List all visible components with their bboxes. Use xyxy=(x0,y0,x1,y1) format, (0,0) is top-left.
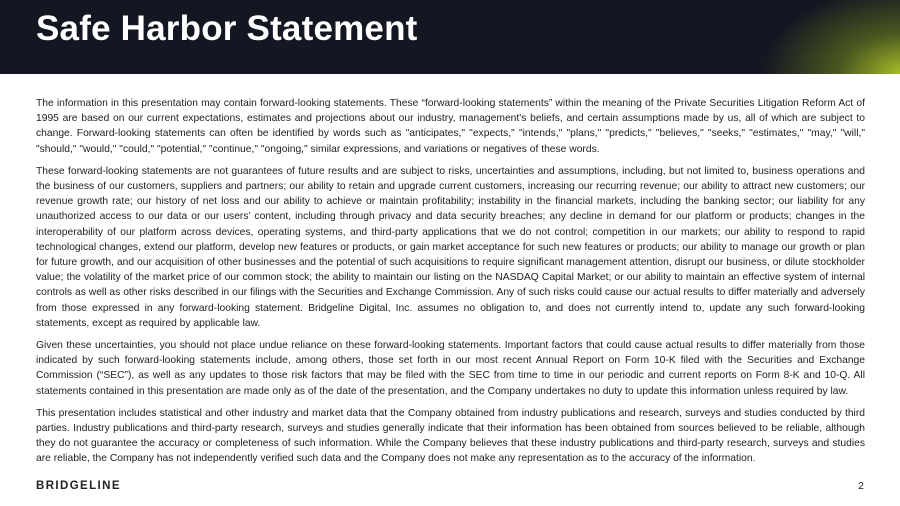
paragraph-risks: These forward-looking statements are not guarantees of future results and are subject to risks, uncertainties and assumptions, including, but not limited to, business operations and the business of our customers, suppliers and partners; our ability to retain and upgrade current customers, increasing our recurring revenue; our ability to attract new customers; our revenue growth rate; our history of net loss and our ability to achieve or maintain profitability; instability in the financial markets, including the banking sector; our liability for any unauthorized access to our data or our users’ content, including through privacy and data security breaches; any decline in demand for our platform or products; changes in the interoperability of our platform across devices, operating systems, and third-party applications that we do not control; competition in our markets; our ability to respond to rapid technological changes, extend our platform, develop new features or products, or gain market acceptance for such new features or products; our ability to manage our growth or plan for future growth, and our acquisition of other businesses and the potential of such acquisitions to require significant management attention, disrupt our business, or dilute stockholder value; the volatility of the market price of our common stock; the ability to maintain our listing on the NASDAQ Capital Market; or our ability to maintain an effective system of internal controls as well as other risks described in our filings with the Securities and Exchange Commission. Any of such risks could cause our actual results to differ materially and adversely from those expressed in any forward-looking statement. Bridgeline Digital, Inc. assumes no obligation to, and does not currently intend to, update any such forward-looking statements, except as required by applicable law. xyxy=(36,165,865,329)
paragraph-uncertainties: Given these uncertainties, you should not place undue reliance on these forward-looking statements. Important factors that could cause actual results to differ materially from those indicated by such forward-looking statements include, among others, those set forth in our most recent Annual Report on Form 10-K filed with the Securities and Exchange Commission (“SEC”), as well as any updates to those risk factors that may be filed with the SEC from time to time in our periodic and current reports on Form 8-K and 10-Q. All statements contained in this presentation are made only as of the date of the presentation, and the Company undertakes no duty to update this information unless required by law. xyxy=(36,340,865,397)
bridgeline-logo: BRIDGELINE xyxy=(36,480,121,492)
header-banner xyxy=(0,0,900,74)
statement-body xyxy=(36,96,865,474)
paragraph-forward-looking: The information in this presentation may contain forward-looking statements. These “forward-looking statements” within the meaning of the Private Securities Litigation Reform Act of 1995 are based on our current expectations, estimates and projections about our industry, management's beliefs, and certain assumptions made by us, all of which are subject to change. Forward-looking statements can often be identified by words such as "anticipates," "expects," "intends," "plans," "predicts," "believes," "seeks," "estimates," "may," "will," "should," "would," "could," "potential," "continue," "ongoing," similar expressions, and variations or negatives of these words. xyxy=(36,98,865,155)
page-number: 2 xyxy=(858,480,864,492)
page-title: Safe Harbor Statement xyxy=(36,9,418,48)
paragraph-industry-data: This presentation includes statistical and other industry and market data that the Company obtained from industry publications and research, surveys and studies conducted by third parties. Industry publications and third-party research, surveys and studies generally indicate that their information has been obtained from sources believed to be reliable, although they do not guarantee the accuracy or completeness of such information. While the Company believes that these industry publications and third-party research, surveys and studies are reliable, the Company has not independently verified such data and the Company does not make any representation as to the accuracy of the information. xyxy=(36,407,865,465)
